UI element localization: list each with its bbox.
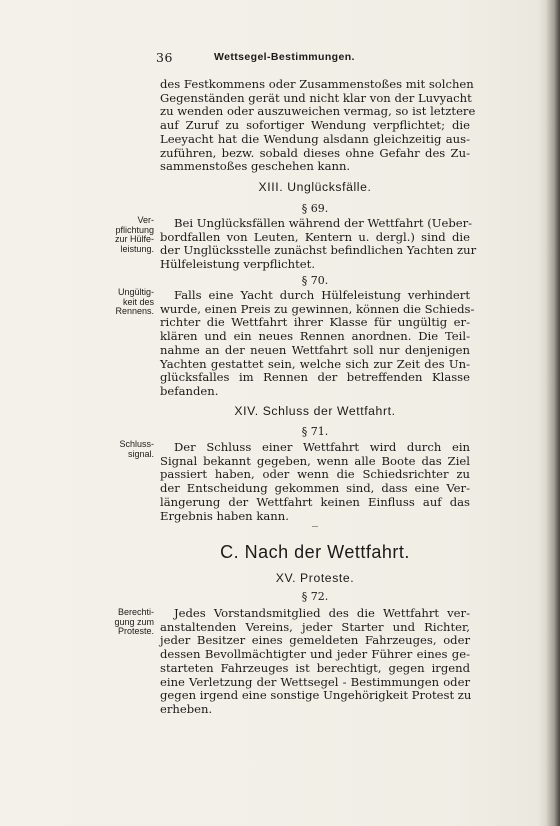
paragraph-72 [160, 607, 470, 717]
paragraph-mark-72: § 72. [301, 590, 329, 603]
section-divider [312, 526, 318, 527]
text-line: passiert haben, oder wenn die Schiedsrichter zu [160, 467, 470, 482]
text-line: der Unglücksstelle zunächst befindlichen Yachten zur [160, 243, 477, 258]
margin-note-line: Rennens. [115, 306, 154, 317]
section-heading-xiii: XIII. Unglücksfälle. [258, 180, 372, 194]
text-line: dessen Bevollmächtigter und jeder Führer eines ge- [160, 647, 470, 662]
margin-note-line: Schluss- [119, 439, 154, 449]
running-title: Wettsegel-Bestimmungen. [214, 51, 355, 63]
text-line: zuführen, bezw. sobald dieses ohne Gefahr des Zu- [160, 145, 470, 160]
margin-note-line: gung zum [114, 616, 154, 627]
text-line: auf Zuruf zu sofortiger Wendung verpflichtet; die [160, 118, 470, 133]
text-line: zu wenden oder auszuweichen vermag, so ist letztere [160, 104, 476, 119]
margin-note-69 [98, 216, 154, 254]
text-line: Falls eine Yacht durch Hülfeleistung verhindert [174, 288, 470, 302]
margin-note-line: Ungültig- [117, 287, 154, 297]
text-line: Yachten gestattet sein, welche sich zur Zeit des Un- [160, 356, 470, 371]
text-line: Ergebnis haben kann. [160, 508, 289, 523]
text-line: Hülfeleistung verpflichtet. [160, 257, 316, 272]
text-line: starteten Fahrzeuges ist berechtigt, gegen irgend [160, 660, 470, 675]
text-line: Gegenständen gerät und nicht klar von der Luvyacht [160, 90, 472, 105]
margin-note-line: keit des [122, 296, 154, 307]
text-line: Signal bekannt gegeben, wenn alle Boote das Ziel [160, 453, 470, 468]
page-number: 36 [156, 50, 173, 65]
paragraph-mark-70: § 70. [301, 274, 329, 287]
text-line: längerung der Wettfahrt keinen Einfluss auf das [160, 494, 470, 509]
text-line: des Festkommens oder Zusammenstoßes mit solchen [160, 77, 474, 91]
margin-note-70 [98, 288, 154, 317]
text-line: erheben. [160, 701, 213, 716]
text-line: jeder Besitzer eines gemeldeten Fahrzeuges, oder [160, 633, 470, 648]
continuation-paragraph [160, 77, 476, 174]
margin-note-line: Ver- [137, 215, 154, 225]
paragraph-70 [160, 288, 475, 399]
section-heading-xv: XV. Proteste. [275, 571, 355, 585]
text-line: klären und ein neues Rennen anordnen. Die Teil- [160, 329, 470, 344]
text-line: Jedes Vorstandsmitglied des die Wettfahrt ver- [174, 606, 470, 620]
margin-note-line: Berechti- [117, 607, 154, 617]
paragraph-mark-71: § 71. [301, 425, 329, 438]
paragraph-mark-69: § 69. [301, 202, 329, 215]
section-heading-xiv: XIV. Schluss der Wettfahrt. [234, 404, 396, 418]
part-heading-c: C. Nach der Wettfahrt. [220, 542, 410, 562]
text-line: befanden. [160, 383, 219, 398]
margin-note-line: Proteste. [117, 626, 154, 637]
text-line: bordfallen von Leuten, Kentern u. dergl.) sind die [160, 229, 470, 244]
page-header [156, 50, 486, 66]
margin-note-line: signal. [127, 448, 154, 459]
text-line: wurde, einen Preis zu gewinnen, können die Schieds- [160, 301, 475, 316]
text-line: Der Schluss einer Wettfahrt wird durch ein [174, 440, 470, 454]
text-line: gegen irgend eine sonstige Ungehörigkeit Protest zu [160, 688, 472, 703]
margin-note-line: leistung. [120, 243, 154, 254]
text-line: eine Verletzung der Wettsegel - Bestimmungen oder [160, 674, 470, 689]
text-line: Bei Unglücksfällen während der Wettfahrt (Ueber- [174, 216, 473, 230]
margin-note-72 [98, 608, 154, 637]
paragraph-69 [160, 216, 477, 272]
margin-note-line: zur Hülfe- [114, 234, 154, 245]
paragraph-71 [160, 441, 470, 523]
text-line: der Entscheidung gekommen sind, dass eine Ver- [160, 481, 470, 496]
page-edge-shadow [546, 0, 560, 826]
text-line: anstaltenden Vereins, jeder Starter und Richter, [160, 619, 470, 634]
text-line: sammenstoßes geschehen kann. [160, 159, 351, 174]
text-line: glücksfalles im Rennen der betreffenden Klasse [160, 370, 470, 385]
text-line: Leeyacht hat die Wendung alsdann gleichzeitig aus- [160, 131, 470, 146]
margin-note-71 [98, 440, 154, 459]
margin-note-line: pflichtung [115, 224, 154, 235]
text-line: nahme an der neuen Wettfahrt soll nur denjenigen [160, 342, 470, 357]
text-line: richter die Wettfahrt ihrer Klasse für ungültig er- [160, 315, 470, 330]
